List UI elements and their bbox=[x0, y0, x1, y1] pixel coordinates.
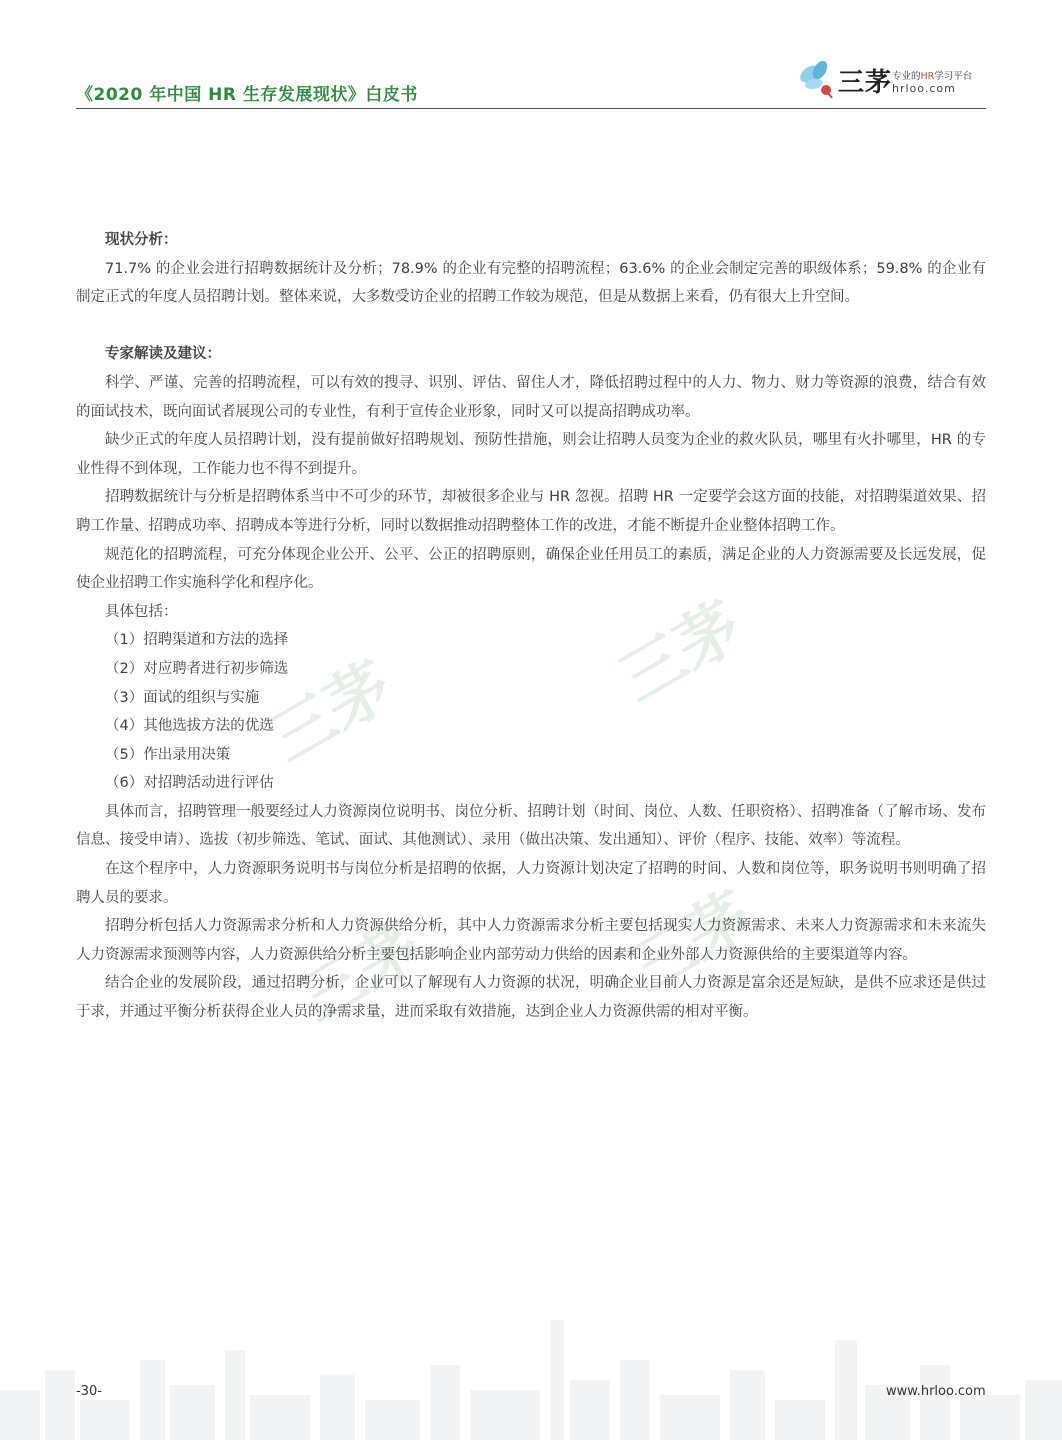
paragraph: 科学、严谨、完善的招聘流程，可以有效的搜寻、识别、评估、留住人才，降低招聘过程中的人力、物力、财力等资源的浪费，结合有效的面试技术，既向面试者展现公司的专业性，有利于宣传企业形象，同时又可以提高招聘成功率。 bbox=[76, 374, 986, 420]
list-item: （5）作出录用决策 bbox=[105, 746, 231, 763]
paragraph: 71.7% 的企业会进行招聘数据统计及分析；78.9% 的企业有完整的招聘流程；63.6% 的企业会制定完善的职级体系；59.8% 的企业有制定正式的年度人员招聘计划。整体来说，大多数受访企业的招聘工作较为规范，但是从数据上来看，仍有很大上升空间。 bbox=[76, 260, 986, 306]
dragonfly-logo-icon bbox=[796, 58, 838, 104]
footer-website-link[interactable]: www.hrloo.com bbox=[886, 1384, 986, 1399]
watermark: 三茅 bbox=[287, 908, 436, 1038]
brand-name: 三茅 bbox=[838, 68, 893, 98]
paragraph: 招聘数据统计与分析是招聘体系当中不可少的环节，却被很多企业与 HR 忽视。招聘 HR 一定要学会这方面的技能，对招聘渠道效果、招聘工作量、招聘成功率、招聘成本等进行分析，同时以数据推动招聘整体工作的改进，才能不断提升企业整体招聘工作。 bbox=[76, 489, 986, 534]
list-label: 具体包括： bbox=[105, 603, 178, 620]
header-divider bbox=[76, 108, 986, 109]
list-item: （6）对招聘活动进行评估 bbox=[105, 775, 274, 792]
paragraph: 在这个程序中，人力资源职务说明书与岗位分析是招聘的依据，人力资源计划决定了招聘的时间、人数和岗位等，职务说明书则明确了招聘人员的要求。 bbox=[76, 861, 986, 906]
list-item: （2）对应聘者进行初步筛选 bbox=[105, 660, 289, 677]
list-item: （1）招聘渠道和方法的选择 bbox=[105, 632, 289, 649]
watermark: 三茅 bbox=[617, 878, 766, 1008]
section-heading-expert: 专家解读及建议： bbox=[105, 346, 221, 363]
list-item: （3）面试的组织与实施 bbox=[105, 689, 260, 706]
brand-logo bbox=[796, 58, 996, 104]
watermark: 三茅 bbox=[607, 588, 756, 718]
city-skyline-decoration bbox=[0, 1300, 1062, 1440]
section-heading-status: 现状分析： bbox=[105, 232, 178, 248]
paragraph: 招聘分析包括人力资源需求分析和人力资源供给分析，其中人力资源需求分析主要包括现实人力资源需求、未来人力资源需求和未来流失人力资源需求预测等内容，人力资源供给分析主要包括影响企业内部劳动力供给的因素和企业外部人力资源供给的主要渠道等内容。 bbox=[76, 918, 986, 963]
brand-slogan: 专业的HR学习平台 bbox=[892, 71, 973, 82]
paragraph: 缺少正式的年度人员招聘计划，没有提前做好招聘规划、预防性措施，则会让招聘人员变为企业的救火队员，哪里有火扑哪里，HR 的专业性得不到体现，工作能力也不得不到提升。 bbox=[76, 432, 986, 477]
paragraph: 具体而言，招聘管理一般要经过人力资源岗位说明书、岗位分析、招聘计划（时间、岗位、人数、任职资格）、招聘准备（了解市场、发布信息、接受申请）、选拔（初步筛选、笔试、面试、其他测试）、录用（做出决策、发出通知）、评价（程序、技能、效率）等流程。 bbox=[76, 803, 986, 849]
list-item: （4）其他选拔方法的优选 bbox=[105, 718, 274, 735]
paragraph: 规范化的招聘流程，可充分体现企业公开、公平、公正的招聘原则，确保企业任用员工的素质，满足企业的人力资源需要及长远发展，促使企业招聘工作实施科学化和程序化。 bbox=[76, 546, 986, 592]
brand-domain: hrloo.com bbox=[892, 82, 956, 95]
page-number: -30- bbox=[76, 1384, 102, 1399]
document-body bbox=[76, 226, 986, 1027]
watermark: 三茅 bbox=[257, 648, 406, 778]
paragraph: 结合企业的发展阶段，通过招聘分析，企业可以了解现有人力资源的状况，明确企业目前人力资源是富余还是短缺，是供不应求还是供过于求，并通过平衡分析获得企业人员的净需求量，进而采取有效措施，达到企业人力资源供需的相对平衡。 bbox=[76, 975, 986, 1021]
document-title: 《2020 年中国 HR 生存发展现状》白皮书 bbox=[76, 85, 418, 105]
